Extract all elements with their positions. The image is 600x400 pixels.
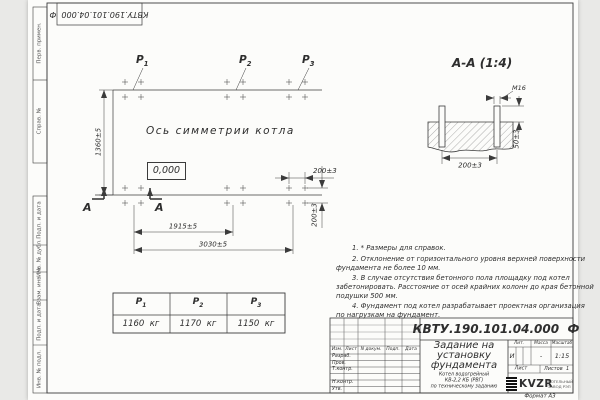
section-letter-left: А <box>83 201 92 214</box>
margin-cell-vzam-inv: Взам. инв. № <box>36 267 43 305</box>
role-prov: Пров. <box>332 360 346 366</box>
p2-sub: 2 <box>246 60 252 69</box>
table-value-p2: 1170 кг <box>179 318 217 329</box>
org-line-1: КОТЕЛЬНЫЙ <box>548 379 573 384</box>
th-p1-base: Р <box>135 297 143 308</box>
role-nkontr: Н.контр. <box>332 380 354 385</box>
load-point-label-p3 <box>302 55 314 68</box>
note-line-8: по нагрузкам на фундамент. <box>336 311 441 319</box>
titleblock-doc-number: КВТУ.190.101.04.000 Ф <box>412 322 580 336</box>
dim-1915: 1915±5 <box>168 222 198 231</box>
titleblock-title-line1: Задание на <box>433 340 495 351</box>
note-line-7: 4. Фундамент под котел разрабатывает проектная организация <box>352 302 585 310</box>
dim-pitch-y: 200±3 <box>310 203 319 227</box>
section-letter-right: А <box>155 201 164 214</box>
col-podp: Подп. <box>386 346 400 352</box>
boiler-axis-label: Ось симметрии котла <box>146 125 295 137</box>
sheets-label: Листов <box>544 365 563 372</box>
mass-value: - <box>539 351 543 360</box>
table-value-p3: 1150 кг <box>237 318 275 329</box>
thread-callout-m16: М16 <box>512 84 526 92</box>
th-p2-base: Р <box>192 297 200 308</box>
note-line-3: фундамента не более 10 мм. <box>336 264 441 272</box>
sheets-value: 1 <box>566 365 570 372</box>
dim-section-200: 200±3 <box>458 161 482 170</box>
table-value-p1: 1160 кг <box>122 318 160 329</box>
role-utv: Утв. <box>332 386 343 392</box>
note-line-6: подушки 500 мм. <box>336 292 398 300</box>
load-point-label-p1 <box>136 55 148 68</box>
load-point-label-p2 <box>239 55 251 68</box>
col-izm: Изм. <box>331 346 343 352</box>
margin-cell-perv-primen: Перв. примен. <box>36 22 43 64</box>
margin-cell-sprav-n: Справ. № <box>36 107 43 135</box>
prop-massa: Масса <box>534 340 548 346</box>
titleblock-title-line2: установку <box>437 350 491 361</box>
titleblock-product-line2: КВ-2,2 КБ (РВГ) <box>444 378 484 384</box>
titleblock-product-line3: по техническому заданию <box>430 384 498 390</box>
p2-base: Р <box>239 54 247 66</box>
level-mark-box <box>147 162 186 180</box>
prop-lit: Лит. <box>514 340 524 346</box>
role-tkontr: Т.контр. <box>332 367 353 372</box>
th-p1-sub: 1 <box>142 302 147 309</box>
kvzr-logo-icon <box>506 377 517 391</box>
scale-value: 1:15 <box>554 351 570 360</box>
th-p2-sub: 2 <box>199 302 204 309</box>
prop-masshtab: Масштаб <box>551 340 573 346</box>
sheet-label: Лист <box>514 365 528 372</box>
table-header-p2 <box>193 298 204 310</box>
titleblock-product-line1: Котел водогрейный <box>438 372 490 378</box>
table-header-p3 <box>251 298 262 310</box>
p3-base: Р <box>302 54 310 66</box>
dim-pitch-x: 200±3 <box>313 167 337 175</box>
margin-cell-inv-dubl: Инв. № дубл. <box>36 239 43 277</box>
col-list: Лист <box>345 346 357 352</box>
margin-cell-inv-podl: Инв. № подл. <box>36 350 43 388</box>
th-p3-base: Р <box>250 297 258 308</box>
org-line-2: ЗАВОД РЭП <box>548 384 571 389</box>
note-line-1: 1. * Размеры для справок. <box>352 244 446 252</box>
p1-sub: 1 <box>143 60 149 69</box>
titleblock-title-line3: фундамента <box>430 360 498 371</box>
dim-section-50: 50±3 <box>512 129 521 149</box>
th-p3-sub: 3 <box>257 302 262 309</box>
note-line-4: 3. В случае отсутствия бетонного пола площадку под котел <box>352 274 570 282</box>
role-razrab: Разраб. <box>332 354 351 359</box>
margin-cell-podp-data-2: Подп. и дата <box>36 303 43 341</box>
dim-3030: 3030±5 <box>198 240 228 249</box>
margin-cell-podp-data-1: Подп. и дата <box>36 201 43 239</box>
note-line-5: забетонировать. Расстояние от осей крайних колонн до края бетонной <box>336 283 594 291</box>
dim-1360: 1360±5 <box>94 127 103 157</box>
level-mark-value: 0,000 <box>152 165 181 177</box>
format-label: Формат А3 <box>524 392 556 399</box>
col-data: Дата <box>405 346 417 352</box>
lit-value: И <box>509 351 515 360</box>
note-line-2: 2. Отклонение от горизонтального уровня верхней поверхности <box>352 255 586 263</box>
col-ndokum: N докум. <box>360 346 382 352</box>
section-title: А-А (1:4) <box>452 56 513 70</box>
table-header-p1 <box>136 298 147 310</box>
kvzr-logo-text: KVZR <box>519 378 553 390</box>
p1-base: Р <box>136 54 144 66</box>
top-stamp-number: КВТУ.190.101.04.000 Ф <box>49 10 149 19</box>
p3-sub: 3 <box>309 60 315 69</box>
